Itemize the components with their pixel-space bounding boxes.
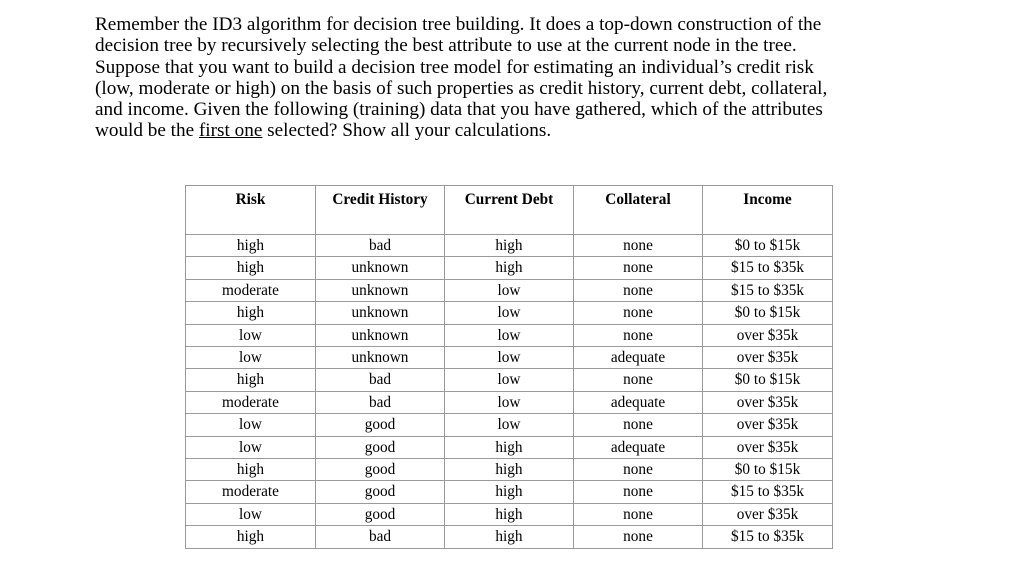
collateral-cell: none [574, 279, 703, 301]
credit-history-cell: bad [316, 526, 445, 548]
collateral-cell: adequate [574, 436, 703, 458]
collateral-cell: none [574, 369, 703, 391]
income-cell: $15 to $35k [703, 257, 833, 279]
table-row [186, 302, 833, 324]
credit-history-cell: bad [316, 369, 445, 391]
income-cell: $0 to $15k [703, 235, 833, 257]
risk-cell: moderate [186, 391, 316, 413]
table-row [186, 436, 833, 458]
risk-cell: high [186, 302, 316, 324]
credit-history-cell: unknown [316, 257, 445, 279]
income-cell: $15 to $35k [703, 279, 833, 301]
risk-cell: high [186, 257, 316, 279]
table-header-row [186, 186, 833, 235]
risk-cell: low [186, 414, 316, 436]
question-line: (low, moderate or high) on the basis of such properties as credit history, current debt, collateral, [95, 77, 828, 99]
risk-cell: low [186, 324, 316, 346]
income-cell: over $35k [703, 503, 833, 525]
risk-cell: low [186, 347, 316, 369]
collateral-cell: none [574, 302, 703, 324]
risk-cell: high [186, 459, 316, 481]
income-cell: $0 to $15k [703, 302, 833, 324]
current-debt-cell: high [445, 436, 574, 458]
current-debt-cell: high [445, 257, 574, 279]
question-line: and income. Given the following (training) data that you have gathered, which of the attributes [95, 99, 823, 121]
income-cell: over $35k [703, 391, 833, 413]
risk-cell: low [186, 436, 316, 458]
credit-history-cell: unknown [316, 302, 445, 324]
credit-history-cell: good [316, 414, 445, 436]
current-debt-cell: high [445, 481, 574, 503]
income-cell: $0 to $15k [703, 369, 833, 391]
table-row [186, 391, 833, 413]
question-last-line [95, 120, 975, 141]
training-data-table [185, 185, 833, 549]
income-cell: over $35k [703, 436, 833, 458]
question-last-suffix: selected? Show all your calculations. [262, 120, 552, 142]
current-debt-cell: high [445, 526, 574, 548]
collateral-cell: none [574, 414, 703, 436]
current-debt-cell: low [445, 347, 574, 369]
table-body [186, 235, 833, 549]
income-cell: $15 to $35k [703, 481, 833, 503]
credit-history-cell: good [316, 459, 445, 481]
income-cell: over $35k [703, 324, 833, 346]
table-row [186, 369, 833, 391]
risk-cell: high [186, 235, 316, 257]
header-collateral: Collateral [574, 186, 703, 235]
current-debt-cell: high [445, 235, 574, 257]
income-cell: over $35k [703, 414, 833, 436]
table-row [186, 481, 833, 503]
current-debt-cell: low [445, 391, 574, 413]
header-income: Income [703, 186, 833, 235]
question-last-prefix: would be the [95, 120, 199, 142]
question-text [95, 14, 975, 142]
table-row [186, 459, 833, 481]
current-debt-cell: low [445, 302, 574, 324]
table-row [186, 279, 833, 301]
question-line: Remember the ID3 algorithm for decision tree building. It does a top-down construction of the [95, 14, 822, 35]
collateral-cell: adequate [574, 391, 703, 413]
collateral-cell: none [574, 257, 703, 279]
table-row [186, 526, 833, 548]
risk-cell: high [186, 369, 316, 391]
credit-history-cell: bad [316, 235, 445, 257]
collateral-cell: adequate [574, 347, 703, 369]
table-row [186, 503, 833, 525]
credit-history-cell: good [316, 481, 445, 503]
header-current-debt: Current Debt [445, 186, 574, 235]
table-row [186, 257, 833, 279]
risk-cell: high [186, 526, 316, 548]
credit-history-cell: unknown [316, 279, 445, 301]
collateral-cell: none [574, 503, 703, 525]
current-debt-cell: high [445, 503, 574, 525]
income-cell: over $35k [703, 347, 833, 369]
credit-history-cell: good [316, 503, 445, 525]
table-row [186, 414, 833, 436]
current-debt-cell: low [445, 279, 574, 301]
collateral-cell: none [574, 324, 703, 346]
collateral-cell: none [574, 481, 703, 503]
question-line: decision tree by recursively selecting the best attribute to use at the current node in the tree. [95, 35, 797, 57]
risk-cell: low [186, 503, 316, 525]
collateral-cell: none [574, 526, 703, 548]
income-cell: $0 to $15k [703, 459, 833, 481]
collateral-cell: none [574, 459, 703, 481]
current-debt-cell: high [445, 459, 574, 481]
risk-cell: moderate [186, 481, 316, 503]
credit-history-cell: bad [316, 391, 445, 413]
current-debt-cell: low [445, 324, 574, 346]
header-credit-history: Credit History [316, 186, 445, 235]
table-row [186, 347, 833, 369]
header-risk: Risk [186, 186, 316, 235]
credit-history-cell: unknown [316, 324, 445, 346]
table-row [186, 235, 833, 257]
question-line: Suppose that you want to build a decision tree model for estimating an individual’s credit risk [95, 56, 814, 78]
collateral-cell: none [574, 235, 703, 257]
current-debt-cell: low [445, 414, 574, 436]
underlined-emphasis: first one [198, 120, 263, 142]
credit-history-cell: good [316, 436, 445, 458]
risk-cell: moderate [186, 279, 316, 301]
credit-history-cell: unknown [316, 347, 445, 369]
current-debt-cell: low [445, 369, 574, 391]
income-cell: $15 to $35k [703, 526, 833, 548]
table-row [186, 324, 833, 346]
